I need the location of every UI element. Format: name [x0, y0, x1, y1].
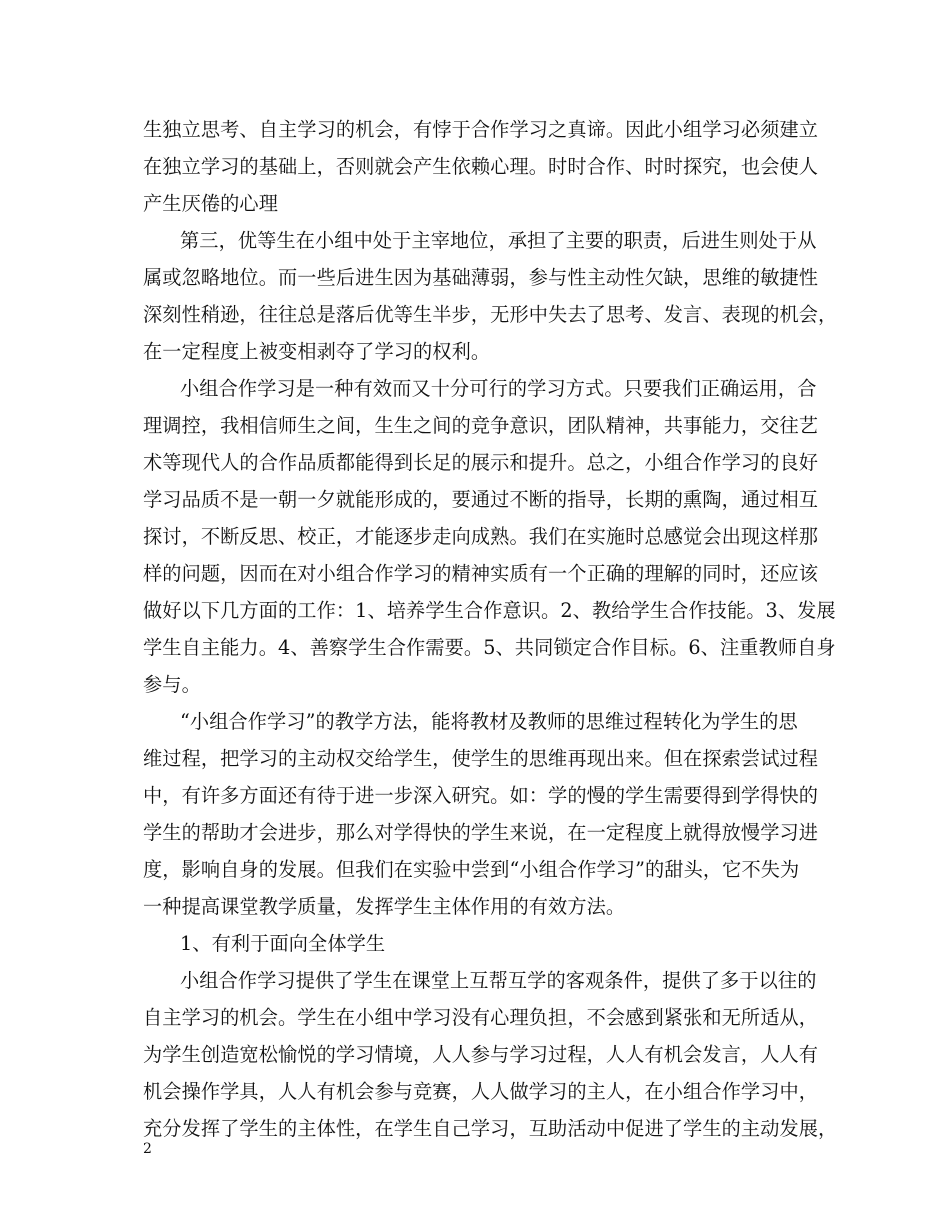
text-line: 学生自主能力。4、善察学生合作需要。5、共同锁定合作目标。6、注重教师自身	[143, 636, 836, 659]
text-line: 1、有利于面向全体学生	[180, 932, 386, 955]
text-line: 产生厌倦的心理	[143, 192, 279, 215]
text-line: 理调控，我相信师生之间，生生之间的竞争意识，团队精神，共事能力，交往艺	[143, 414, 819, 437]
text-line: 术等现代人的合作品质都能得到长足的展示和提升。总之，小组合作学习的良好	[143, 451, 819, 474]
text-line: 第三，优等生在小组中处于主宰地位，承担了主要的职责，后进生则处于从	[180, 229, 817, 252]
text-line: 在一定程度上被变相剥夺了学习的权利。	[143, 340, 491, 363]
text-line: 一种提高课堂教学质量，发挥学生主体作用的有效方法。	[143, 895, 626, 918]
text-line: 深刻性稍逊，往往总是落后优等生半步，无形中失去了思考、发言、表现的机会，	[143, 303, 838, 326]
text-line: 度，影响自身的发展。但我们在实验中尝到“小组合作学习”的甜头，它不失为	[143, 858, 800, 881]
page-number: 2	[143, 1141, 152, 1157]
text-line: 为学生创造宽松愉悦的学习情境，人人参与学习过程，人人有机会发言，人人有	[143, 1043, 819, 1066]
text-line: 充分发挥了学生的主体性，在学生自己学习，互助活动中促进了学生的主动发展，	[143, 1117, 838, 1140]
text-line: 做好以下几方面的工作：1、培养学生合作意识。2、教给学生合作技能。3、发展	[143, 599, 836, 622]
text-line: 中，有许多方面还有待于进一步深入研究。如：学的慢的学生需要得到学得快的	[143, 784, 819, 807]
text-line: 学习品质不是一朝一夕就能形成的，要通过不断的指导，长期的熏陶，通过相互	[143, 488, 819, 511]
text-line: 小组合作学习提供了学生在课堂上互帮互学的客观条件，提供了多于以往的	[180, 969, 817, 992]
text-line: 机会操作学具，人人有机会参与竞赛，人人做学习的主人，在小组合作学习中，	[143, 1080, 819, 1103]
text-line: “小组合作学习”的教学方法，能将教材及教师的思维过程转化为学生的思	[180, 710, 798, 733]
text-line: 维过程，把学习的主动权交给学生，使学生的思维再现出来。但在探索尝试过程	[143, 747, 819, 770]
text-line: 自主学习的机会。学生在小组中学习没有心理负担，不会感到紧张和无所适从，	[143, 1006, 819, 1029]
text-line: 样的问题，因而在对小组合作学习的精神实质有一个正确的理解的同时，还应该	[143, 562, 819, 585]
text-line: 参与。	[143, 673, 201, 696]
text-line: 探讨，不断反思、校正，才能逐步走向成熟。我们在实施时总感觉会出现这样那	[143, 525, 819, 548]
text-line: 属或忽略地位。而一些后进生因为基础薄弱，参与性主动性欠缺，思维的敏捷性	[143, 266, 819, 289]
text-line: 在独立学习的基础上，否则就会产生依赖心理。时时合作、时时探究，也会使人	[143, 155, 819, 178]
text-line: 学生的帮助才会进步，那么对学得快的学生来说，在一定程度上就得放慢学习进	[143, 821, 819, 844]
text-line: 生独立思考、自主学习的机会，有悖于合作学习之真谛。因此小组学习必须建立	[143, 118, 819, 141]
text-line: 小组合作学习是一种有效而又十分可行的学习方式。只要我们正确运用，合	[180, 377, 817, 400]
